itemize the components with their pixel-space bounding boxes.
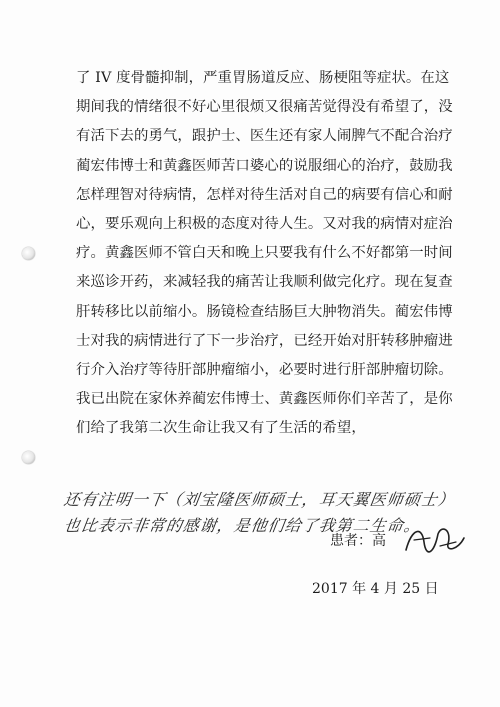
body-line: 有活下去的勇气，跟护士、医生还有家人闹脾气不配合治疗 <box>76 128 453 145</box>
body-line: 疗。黄鑫医师不管白天和晚上只要我有什么不好都第一时间 <box>76 245 453 262</box>
body-line: 心，要乐观向上积极的态度对待人生。又对我的病情对症治 <box>76 215 453 232</box>
body-line: 肝转移比以前缩小。肠镜检查结肠巨大肿物消失。蔺宏伟博 <box>76 303 453 320</box>
body-line: 蔺宏伟博士和黄鑫医师苦口婆心的说服细心的治疗，鼓励我 <box>76 157 453 174</box>
body-line: 们给了我第二次生命让我又有了生活的希望， <box>76 420 366 437</box>
body-line: 行介入治疗等待肝部肿瘤缩小，必要时进行肝部肿瘤切除。 <box>76 361 453 378</box>
body-line: 士对我的病情进行了下一步治疗，已经开始对肝转移肿瘤进 <box>76 332 453 349</box>
letter-date: 2017 年 4 月 25 日 <box>312 581 439 597</box>
punch-hole-bottom <box>22 451 35 464</box>
punch-hole-top <box>22 247 35 260</box>
body-line: 了 IV 度骨髓抑制，严重胃肠道反应、肠梗阻等症状。在这 <box>76 70 450 86</box>
body-line: 期间我的情绪很不好心里很烦又很痛苦觉得没有希望了，没 <box>76 99 453 116</box>
signature-scribble-icon <box>400 520 470 560</box>
body-line: 来巡诊开药，来减轻我的痛苦让我顺利做完化疗。现在复查 <box>76 274 453 291</box>
body-line: 我已出院在家休养蔺宏伟博士、黄鑫医师你们辛苦了，是你 <box>76 391 453 408</box>
body-line: 怎样理智对待病情，怎样对待生活对自己的病要有信心和耐 <box>76 186 453 203</box>
handwritten-note-line: 还有注明一下（刘宝隆医师硕士，耳天翼医师硕士） <box>62 490 457 509</box>
patient-signature-label: 患者：高 <box>330 533 386 549</box>
handwritten-note-line: 也比表示非常的感谢，是他们给了我第二生命。 <box>62 516 423 535</box>
letter-body <box>76 64 456 443</box>
